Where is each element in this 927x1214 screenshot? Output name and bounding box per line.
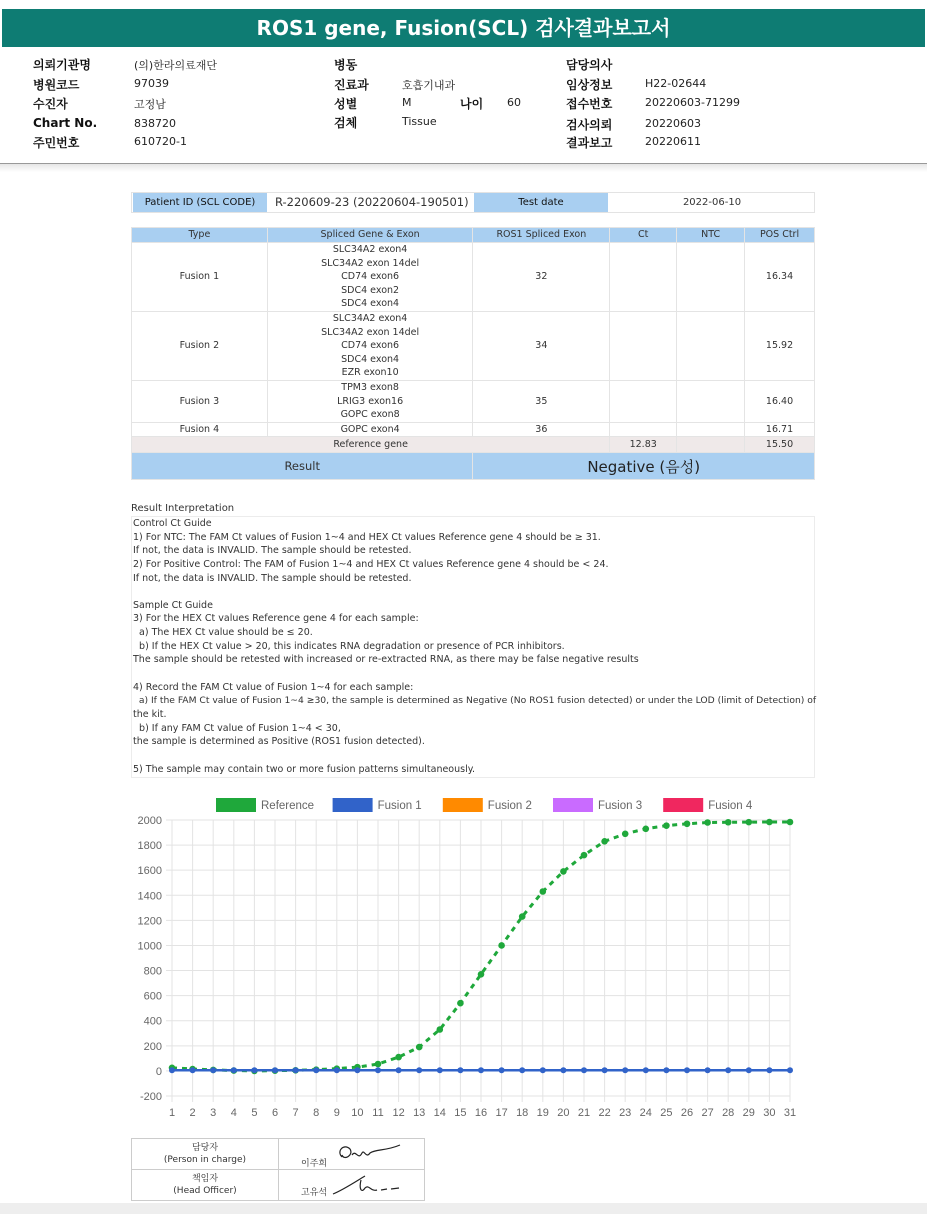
interp-line: a) If the FAM Ct value of Fusion 1~4 ≥30, the sample is determined as Negative (No ROS1 fusion detected) or under the LOD (limit of Detection) of — [133, 695, 817, 707]
x-tick-label: 8 — [313, 1107, 320, 1119]
department-value: 호흡기내과 — [402, 79, 456, 92]
data-point — [457, 1000, 464, 1007]
data-point — [746, 819, 753, 826]
report-date-value: 20220611 — [645, 135, 701, 148]
specimen-value: Tissue — [402, 115, 437, 128]
interp-line: b) If the HEX Ct value > 20, this indicates RNA degradation or presence of PCR inhibitors. — [133, 640, 565, 652]
signature-icon — [331, 1172, 406, 1198]
data-point — [622, 831, 629, 838]
request-date-label: 검사의뢰 — [566, 118, 613, 132]
patient-id-table — [131, 192, 815, 213]
col-ros1-exon: ROS1 Spliced Exon — [473, 228, 610, 243]
data-point — [519, 1067, 525, 1073]
sex-label: 성별 — [334, 97, 358, 111]
data-point — [560, 1067, 566, 1073]
sex-value: M — [402, 96, 412, 109]
test-date-label: Test date — [474, 193, 608, 212]
signature-row — [132, 1170, 425, 1201]
x-tick-label: 25 — [660, 1107, 673, 1119]
row-ct — [610, 422, 677, 437]
row-type: Fusion 1 — [132, 243, 268, 312]
data-point — [581, 1067, 587, 1073]
y-tick-label: 1400 — [137, 890, 162, 903]
x-tick-label: 12 — [392, 1107, 405, 1119]
data-point — [313, 1067, 319, 1073]
gene: SLC34A2 exon4 — [332, 312, 408, 324]
result-label: Result — [132, 453, 473, 480]
row-genes — [267, 380, 473, 422]
signature-table — [131, 1138, 425, 1201]
row-ct — [610, 311, 677, 380]
x-tick-label: 6 — [271, 1107, 279, 1119]
data-point — [766, 1067, 772, 1073]
row-ct — [610, 380, 677, 422]
data-point — [787, 819, 794, 826]
data-point — [560, 868, 567, 875]
receipt-no-label: 접수번호 — [566, 97, 613, 111]
legend-label: Reference — [261, 800, 315, 812]
x-tick-label: 5 — [251, 1107, 258, 1119]
title-bar — [0, 0, 927, 58]
x-tick-label: 21 — [577, 1107, 591, 1119]
gene: GOPC exon4 — [340, 423, 400, 435]
legend-label: Fusion 4 — [708, 800, 753, 812]
interp-line: 5) The sample may contain two or more fusion patterns simultaneously. — [133, 763, 476, 775]
interp-line — [133, 667, 814, 681]
resident-no-label: 주민번호 — [33, 136, 80, 150]
reference-pos: 15.50 — [745, 437, 815, 453]
table-row — [132, 243, 815, 312]
data-point — [540, 1067, 546, 1073]
interp-line — [133, 749, 814, 763]
results-table — [131, 227, 815, 480]
row-type: Fusion 3 — [132, 380, 268, 422]
data-point — [746, 1067, 752, 1073]
x-tick-label: 27 — [701, 1107, 714, 1119]
interp-line: the sample is determined as Positive (ROS1 fusion detected). — [133, 736, 425, 748]
data-point — [663, 822, 670, 829]
x-tick-label: 10 — [351, 1107, 364, 1119]
y-tick-label: 200 — [143, 1040, 162, 1053]
legend-swatch — [443, 798, 483, 812]
doctor-label: 담당의사 — [566, 58, 613, 72]
interp-line: 4) Record the FAM Ct value of Fusion 1~4 for each sample: — [133, 681, 414, 693]
result-row — [132, 453, 815, 480]
person-in-charge-name: 이주희 — [301, 1159, 328, 1169]
y-tick-label: 2000 — [137, 815, 162, 827]
x-tick-label: 11 — [372, 1107, 384, 1119]
data-point — [437, 1026, 444, 1033]
x-tick-label: 20 — [557, 1107, 570, 1119]
legend-swatch — [333, 798, 373, 812]
y-tick-label: 1200 — [137, 915, 162, 928]
col-type: Type — [132, 228, 268, 243]
gene: SDC4 exon2 — [341, 284, 400, 296]
x-tick-label: 23 — [619, 1107, 632, 1119]
gene: GOPC exon8 — [340, 409, 400, 421]
hospital-code-value: 97039 — [134, 77, 169, 90]
person-in-charge-cell — [132, 1139, 279, 1170]
data-point — [334, 1067, 340, 1073]
gene: CD74 exon6 — [341, 271, 400, 283]
data-point — [169, 1067, 175, 1073]
gene: CD74 exon6 — [341, 340, 400, 352]
data-point — [375, 1067, 381, 1073]
report-title: ROS1 gene, Fusion(SCL) 검사결과보고서 — [2, 9, 925, 47]
data-point — [643, 825, 650, 832]
row-exon: 32 — [473, 243, 610, 312]
chart-no-value: 838720 — [134, 117, 176, 130]
x-tick-label: 1 — [168, 1107, 176, 1119]
request-date-value: 20220603 — [645, 117, 701, 130]
data-point — [437, 1067, 443, 1073]
row-exon: 36 — [473, 422, 610, 437]
row-ct — [610, 243, 677, 312]
x-tick-label: 13 — [413, 1107, 426, 1119]
x-tick-label: 18 — [516, 1107, 529, 1119]
row-pos: 15.92 — [745, 311, 815, 380]
interpretation-box — [131, 516, 815, 778]
test-date-value: 2022-06-10 — [682, 197, 742, 208]
table-row — [132, 422, 815, 437]
data-point — [499, 1067, 505, 1073]
resident-no-value: 610720-1 — [134, 135, 187, 148]
data-point — [643, 1067, 649, 1073]
data-point — [478, 1067, 484, 1073]
data-point — [602, 1067, 608, 1073]
row-pos: 16.34 — [745, 243, 815, 312]
data-point — [375, 1061, 382, 1068]
row-genes — [267, 311, 473, 380]
data-point — [478, 971, 485, 978]
legend-swatch — [216, 798, 256, 812]
x-tick-label: 15 — [454, 1107, 467, 1119]
x-tick-label: 22 — [598, 1107, 611, 1119]
x-tick-label: 14 — [433, 1107, 446, 1119]
row-genes — [267, 422, 473, 437]
data-point — [272, 1067, 278, 1073]
legend-swatch — [663, 798, 703, 812]
interp-line: Control Ct Guide — [133, 518, 212, 529]
legend-swatch — [553, 798, 593, 812]
gene: SDC4 exon4 — [341, 353, 400, 365]
result-value: Negative (음성) — [473, 453, 815, 480]
data-point — [704, 819, 711, 826]
row-ntc — [677, 243, 745, 312]
data-point — [210, 1067, 216, 1073]
row-ntc — [677, 422, 745, 437]
report-date-label: 결과보고 — [566, 136, 613, 150]
y-tick-label: 1600 — [137, 865, 162, 878]
data-point — [396, 1067, 402, 1073]
data-point — [725, 1067, 731, 1073]
data-point — [416, 1067, 422, 1073]
interp-line: 1) For NTC: The FAM Ct values of Fusion 1~4 and HEX Ct values Reference gene 4 should be ≥ 31. — [133, 531, 601, 543]
reference-ntc — [677, 437, 745, 453]
clinical-info-label: 임상정보 — [566, 78, 613, 92]
interp-line: The sample should be retested with increased or re-extracted RNA, as there may be false negative results — [133, 654, 639, 666]
y-tick-label: 400 — [143, 1015, 162, 1028]
patient-value: 고정남 — [134, 98, 166, 111]
col-ntc: NTC — [677, 228, 745, 243]
chart-no-label: Chart No. — [33, 116, 98, 130]
gene: EZR exon10 — [341, 367, 399, 379]
data-point — [787, 1067, 793, 1073]
row-type: Fusion 2 — [132, 311, 268, 380]
reference-ct: 12.83 — [610, 437, 677, 453]
clinical-info-value: H22-02644 — [645, 77, 707, 90]
report-header — [0, 52, 927, 164]
signature-icon — [334, 1141, 404, 1167]
interp-line: 2) For Positive Control: The FAM of Fusion 1~4 and HEX Ct values Reference gene 4 should be < 24. — [133, 558, 609, 570]
interp-line: If not, the data is INVALID. The sample should be retested. — [133, 545, 412, 557]
table-row — [132, 380, 815, 422]
y-tick-label: 0 — [155, 1065, 162, 1078]
head-officer-ko: 책임자 — [191, 1174, 219, 1184]
row-ntc — [677, 311, 745, 380]
interp-line: 3) For the HEX Ct values Reference gene 4 for each sample: — [133, 613, 419, 625]
data-point — [705, 1067, 711, 1073]
ward-label: 병동 — [334, 58, 358, 72]
x-tick-label: 3 — [210, 1107, 217, 1119]
reference-label: Reference gene — [132, 437, 610, 453]
data-point — [519, 913, 526, 920]
data-point — [581, 852, 588, 859]
age-value: 60 — [507, 96, 521, 109]
patient-id-label: Patient ID (SCL CODE) — [133, 193, 267, 212]
data-point — [766, 819, 773, 826]
row-exon: 34 — [473, 311, 610, 380]
specimen-label: 검체 — [334, 116, 358, 130]
institution-label: 의뢰기관명 — [33, 58, 91, 72]
x-tick-label: 7 — [292, 1107, 299, 1119]
row-ntc — [677, 380, 745, 422]
row-exon: 35 — [473, 380, 610, 422]
y-tick-label: 1800 — [137, 840, 162, 853]
gene: SLC34A2 exon 14del — [321, 257, 420, 269]
col-ct: Ct — [610, 228, 677, 243]
head-officer-cell — [132, 1170, 279, 1201]
department-label: 진료과 — [334, 78, 369, 92]
row-pos: 16.71 — [745, 422, 815, 437]
gene: TPM3 exon8 — [341, 381, 399, 393]
x-tick-label: 16 — [474, 1107, 488, 1119]
interp-line: Sample Ct Guide — [133, 599, 213, 611]
interp-line: a) The HEX Ct value should be ≤ 20. — [133, 627, 313, 639]
row-pos: 16.40 — [745, 380, 815, 422]
legend-label: Fusion 2 — [487, 800, 532, 812]
interpretation-title: Result Interpretation — [131, 503, 235, 514]
data-point — [622, 1067, 628, 1073]
x-tick-label: 28 — [722, 1107, 735, 1119]
data-point — [684, 1067, 690, 1073]
legend-label: Fusion 1 — [377, 800, 422, 812]
data-point — [601, 838, 608, 845]
x-tick-label: 24 — [639, 1107, 652, 1119]
table-header-row — [132, 228, 815, 243]
x-tick-label: 9 — [333, 1107, 340, 1119]
table-row — [132, 311, 815, 380]
interp-line: the kit. — [133, 708, 167, 720]
data-point — [725, 819, 732, 826]
y-tick-label: 600 — [143, 990, 162, 1003]
page-footer — [0, 1203, 927, 1214]
data-point — [663, 1067, 669, 1073]
x-tick-label: 31 — [783, 1107, 797, 1119]
x-tick-label: 17 — [495, 1107, 508, 1119]
data-point — [684, 820, 691, 827]
data-point — [190, 1067, 196, 1073]
patient-label: 수진자 — [33, 97, 68, 111]
gene: LRIG3 exon16 — [337, 395, 404, 407]
data-point — [416, 1044, 423, 1051]
age-label: 나이 — [460, 97, 484, 111]
y-tick-label: -200 — [139, 1091, 162, 1103]
data-point — [231, 1067, 237, 1073]
x-tick-label: 30 — [763, 1107, 776, 1119]
col-spliced-gene: Spliced Gene & Exon — [267, 228, 473, 243]
patient-id-value: R-220609-23 (20220604-190501) — [275, 195, 469, 209]
data-point — [498, 942, 505, 949]
data-point — [251, 1067, 257, 1073]
gene: SLC34A2 exon 14del — [321, 326, 420, 338]
reference-row — [132, 437, 815, 453]
data-point — [354, 1067, 360, 1073]
person-in-charge-en: (Person in charge) — [163, 1155, 247, 1165]
signature-row — [132, 1139, 425, 1170]
gene: SLC34A2 exon4 — [332, 244, 408, 255]
x-tick-label: 29 — [742, 1107, 755, 1119]
legend-label: Fusion 3 — [598, 800, 643, 812]
person-in-charge-ko: 담당자 — [191, 1143, 219, 1153]
x-tick-label: 4 — [230, 1107, 237, 1119]
receipt-no-value: 20220603-71299 — [645, 96, 740, 109]
gene: SDC4 exon4 — [341, 298, 400, 310]
header-shadow — [0, 164, 927, 172]
interp-line: b) If any FAM Ct value of Fusion 1~4 < 30, — [133, 722, 341, 734]
head-officer-name: 고유석 — [301, 1188, 328, 1198]
data-point — [395, 1054, 402, 1061]
row-genes — [267, 243, 473, 312]
x-tick-label: 26 — [680, 1107, 694, 1119]
institution-value: (의)한라의료재단 — [134, 59, 217, 72]
y-tick-label: 800 — [143, 965, 162, 978]
head-officer-en: (Head Officer) — [173, 1186, 237, 1196]
x-tick-label: 19 — [536, 1107, 549, 1119]
interp-line: If not, the data is INVALID. The sample should be retested. — [133, 572, 412, 584]
col-pos-ctrl: POS Ctrl — [745, 228, 815, 243]
data-point — [457, 1067, 463, 1073]
data-point — [293, 1067, 299, 1073]
head-officer-sign — [279, 1170, 425, 1201]
person-in-charge-sign — [279, 1139, 425, 1170]
data-point — [540, 888, 547, 895]
amplification-chart — [120, 790, 810, 1125]
interp-line — [133, 585, 814, 599]
hospital-code-label: 병원코드 — [33, 78, 80, 92]
x-tick-label: 2 — [189, 1107, 196, 1119]
y-tick-label: 1000 — [137, 940, 162, 953]
row-type: Fusion 4 — [132, 422, 268, 437]
